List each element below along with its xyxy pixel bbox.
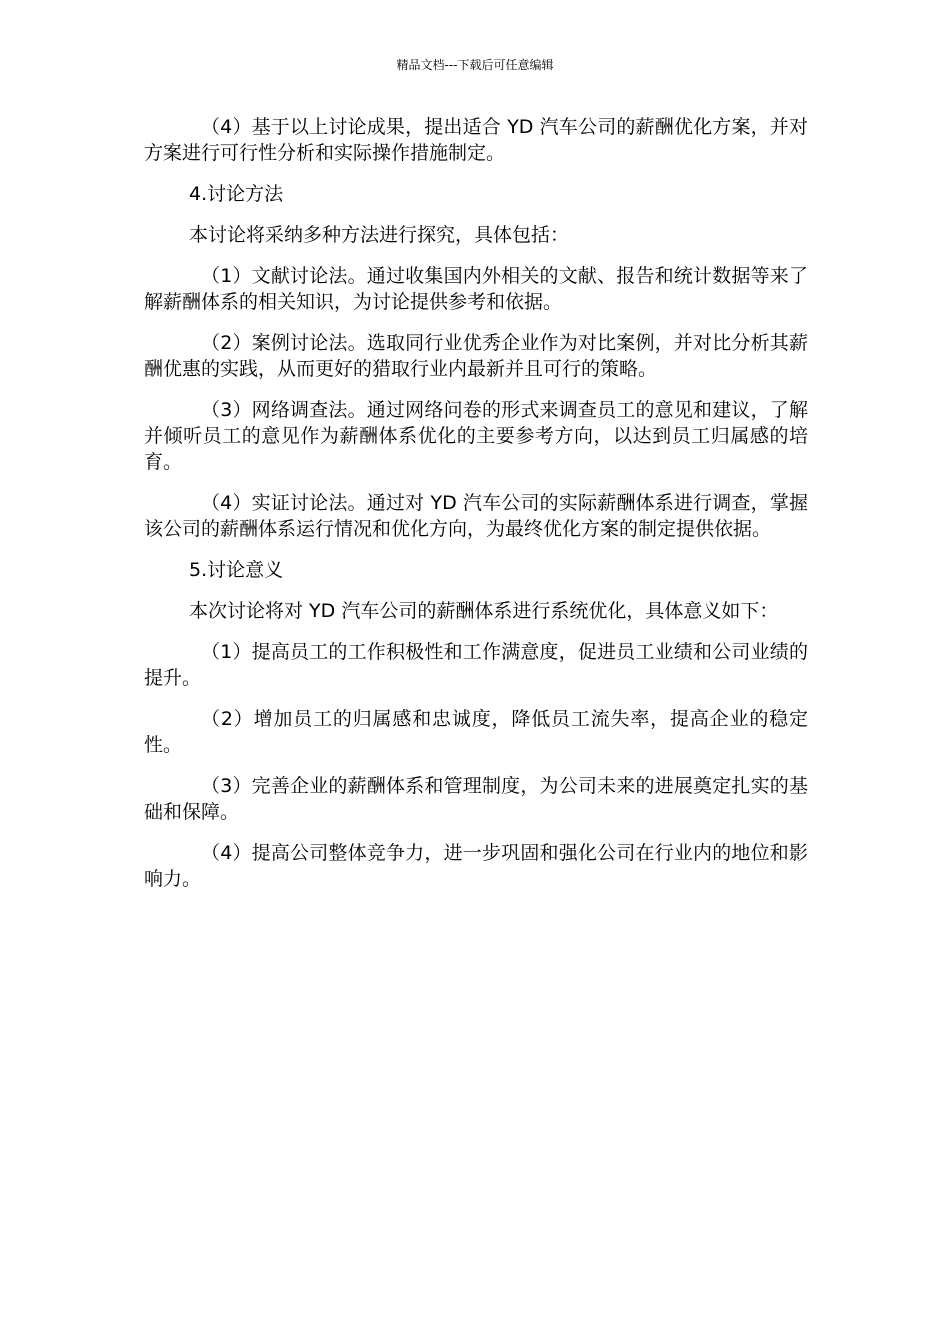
objective-4-paragraph: （4）基于以上讨论成果，提出适合 YD 汽车公司的薪酬优化方案，并对方案进行可行性分析和实际操作措施制定。 xyxy=(144,116,808,164)
method-3-paragraph: （3）网络调查法。通过网络问卷的形式来调查员工的意见和建议，了解并倾听员工的意见作为薪酬体系优化的主要参考方向，以达到员工归属感的培育。 xyxy=(144,399,808,473)
significance-4-paragraph: （4）提高公司整体竞争力，进一步巩固和强化公司在行业内的地位和影响力。 xyxy=(144,842,808,890)
document-body xyxy=(144,114,808,907)
significance-2-paragraph: （2）增加员工的归属感和忠诚度，降低员工流失率，提高企业的稳定性。 xyxy=(144,708,808,756)
method-4-paragraph: （4）实证讨论法。通过对 YD 汽车公司的实际薪酬体系进行调查，掌握该公司的薪酬体系运行情况和优化方向，为最终优化方案的制定提供依据。 xyxy=(144,492,808,540)
methods-intro-paragraph: 本讨论将采纳多种方法进行探究，具体包括： xyxy=(189,224,570,246)
significance-intro-paragraph: 本次讨论将对 YD 汽车公司的薪酬体系进行系统优化，具体意义如下： xyxy=(189,600,779,622)
significance-1-paragraph: （1）提高员工的工作积极性和工作满意度，促进员工业绩和公司业绩的提升。 xyxy=(144,641,808,689)
method-1-paragraph: （1）文献讨论法。通过收集国内外相关的文献、报告和统计数据等来了解薪酬体系的相关知识，为讨论提供参考和依据。 xyxy=(144,265,808,313)
significance-3-paragraph: （3）完善企业的薪酬体系和管理制度，为公司未来的进展奠定扎实的基础和保障。 xyxy=(144,775,808,823)
section-heading-methods: 4.讨论方法 xyxy=(189,183,284,205)
page-header: 精品文档---下载后可任意编辑 xyxy=(396,58,554,72)
method-2-paragraph: （2）案例讨论法。选取同行业优秀企业作为对比案例，并对比分析其薪酬优惠的实践，从而更好的猎取行业内最新并且可行的策略。 xyxy=(144,332,808,380)
section-heading-significance: 5.讨论意义 xyxy=(189,559,284,581)
